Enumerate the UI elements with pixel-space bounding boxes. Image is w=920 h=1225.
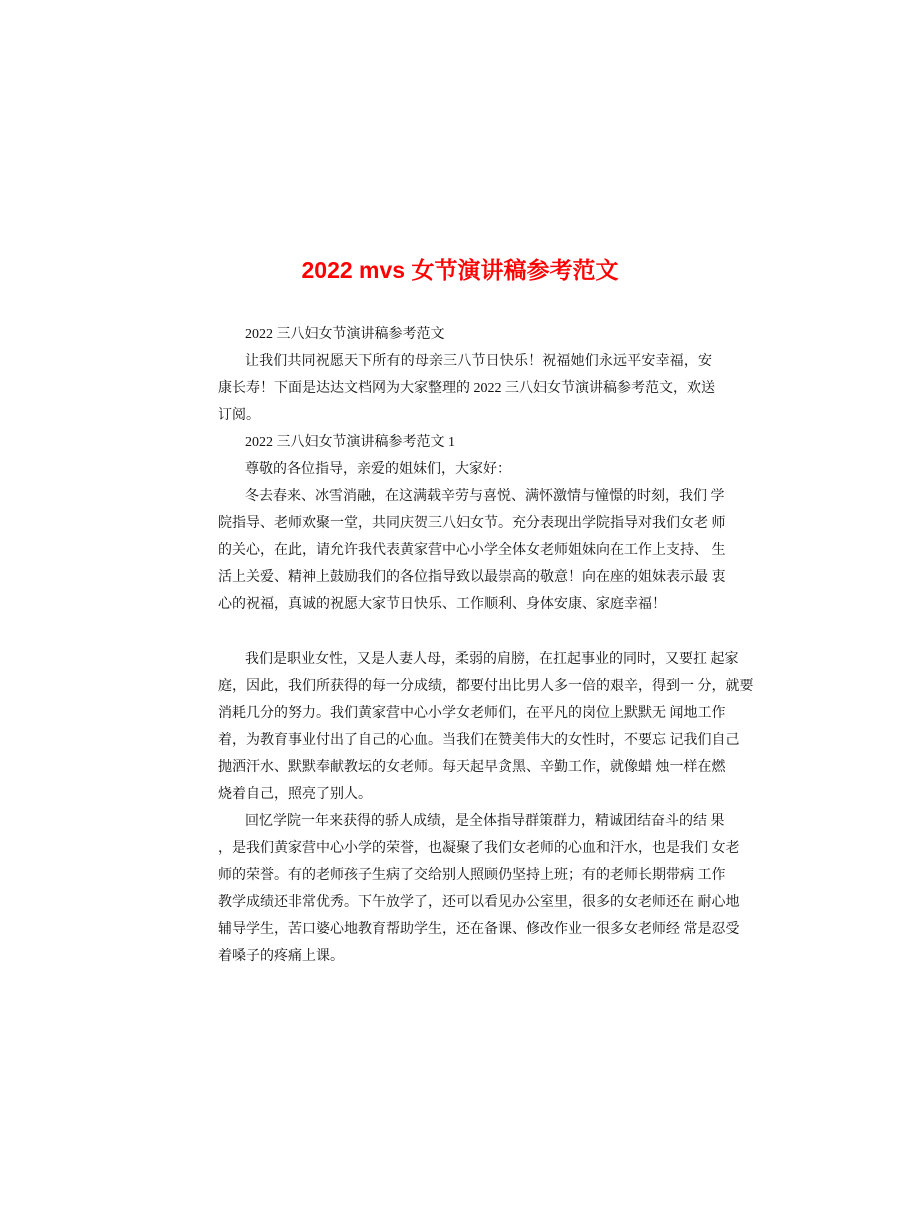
text-line: 2022 三八妇女节演讲稿参考范文 1 xyxy=(245,435,455,450)
text-line: 活上关爱、精神上鼓励我们的各位指导致以最崇高的敬意！向在座的姐妹表示最 衷 xyxy=(218,570,726,585)
paragraph xyxy=(218,321,712,348)
text-line: 抛洒汗水、默默奉献教坛的女老师。每天起早贪黑、辛勤工作，就像蜡 烛一样在燃 xyxy=(218,760,726,775)
text-line: 我们是职业女性，又是人妻人母，柔弱的肩膀，在扛起事业的同时，又要扛 起家 xyxy=(245,652,739,667)
text-line: 庭，因此，我们所获得的每一分成绩，都要付出比男人多一倍的艰辛，得到一 分，就要 xyxy=(218,679,754,694)
paragraph xyxy=(218,429,712,456)
text-line: 辅导学生，苦口婆心地教育帮助学生，还在备课、修改作业一很多女老师经 常是忍受 xyxy=(218,922,740,937)
text-line: 尊敬的各位指导，亲爱的姐妹们，大家好： xyxy=(245,462,511,477)
text-line: 康长寿！下面是达达文档网为大家整理的 2022 三八妇女节演讲稿参考范文，欢送 xyxy=(218,381,715,396)
text-line: 烧着自己，照亮了别人。 xyxy=(218,787,372,802)
text-line: 让我们共同祝愿天下所有的母亲三八节日快乐！祝福她们永远平安幸福，安 xyxy=(245,354,712,369)
paragraph xyxy=(218,348,715,429)
text-line: 回忆学院一年来获得的骄人成绩，是全体指导群策群力，精诚团结奋斗的结 果 xyxy=(245,814,725,829)
text-line: 师的荣誉。有的老师孩子生病了交给别人照顾仍坚持上班；有的老师长期带病 工作 xyxy=(218,868,726,883)
text-line: 的关心，在此，请允许我代表黄家营中心小学全体女老师姐妹向在工作上支持、 生 xyxy=(218,543,726,558)
text-line: 冬去春来、冰雪消融，在这满载辛劳与喜悦、满怀激情与憧憬的时刻，我们 学 xyxy=(245,489,725,504)
document-title: 2022 mvs 女节演讲稿参考范文 xyxy=(301,257,619,283)
text-line: 2022 三八妇女节演讲稿参考范文 xyxy=(245,327,445,342)
text-line: ，是我们黄家营中心小学的荣誉，也凝聚了我们女老师的心血和汗水，也是我们 女老 xyxy=(218,841,740,856)
text-line: 心的祝福，真诚的祝愿大家节日快乐、工作顺利、身体安康、家庭幸福！ xyxy=(218,597,666,612)
paragraph xyxy=(218,456,712,483)
paragraph xyxy=(218,808,740,970)
text-line: 院指导、老师欢聚一堂，共同庆贺三八妇女节。充分表现出学院指导对我们女老 师 xyxy=(218,516,726,531)
paragraph xyxy=(218,646,754,808)
text-line: 消耗几分的努力。我们黄家营中心小学女老师们，在平凡的岗位上默默无 闻地工作 xyxy=(218,706,726,721)
text-line: 教学成绩还非常优秀。下午放学了，还可以看见办公室里，很多的女老师还在 耐心地 xyxy=(218,895,740,910)
text-line: 订阅。 xyxy=(218,408,260,423)
paragraph xyxy=(218,483,726,618)
paragraph-spacer xyxy=(218,618,712,646)
text-line: 着嗓子的疼痛上课。 xyxy=(218,949,344,964)
document-body xyxy=(218,321,754,970)
text-line: 着，为教育事业付出了自己的心血。当我们在赞美伟大的女性时，不要忘 记我们自己 xyxy=(218,733,740,748)
